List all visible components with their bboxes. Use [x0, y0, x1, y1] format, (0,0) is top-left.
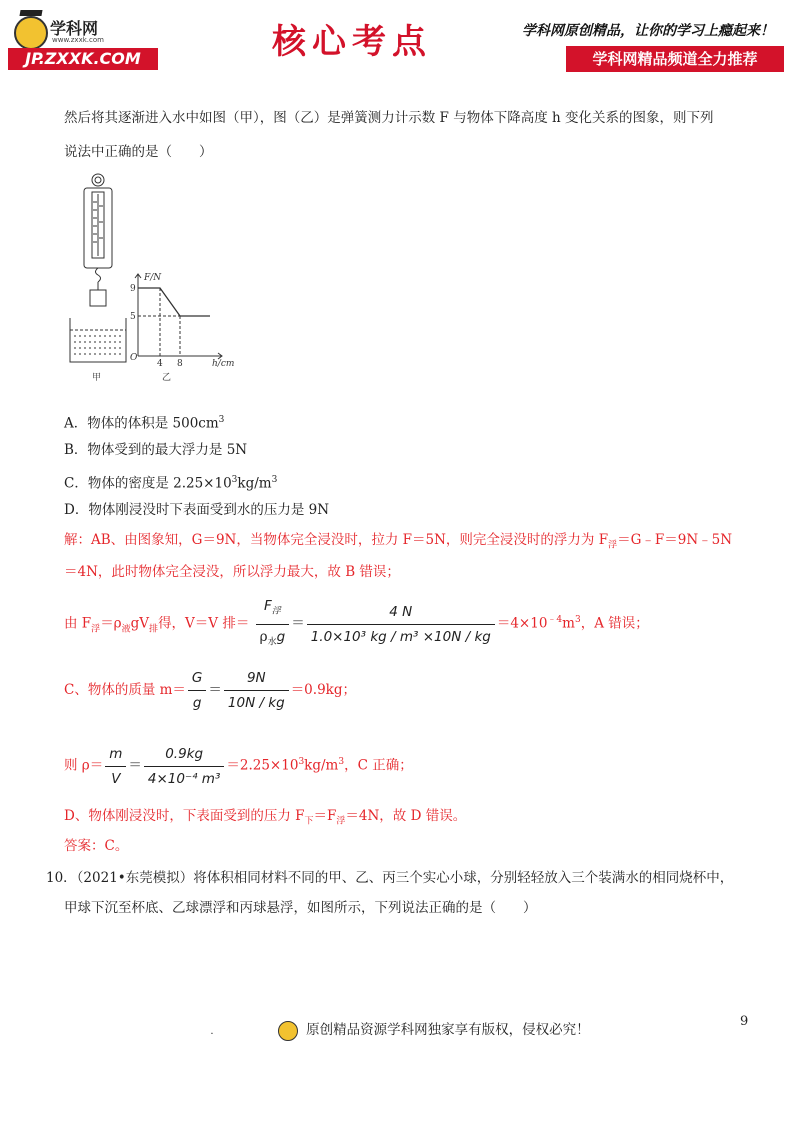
solution-line-2: ＝4N，此时物体完全浸没，所以浮力最大，故 B 错误； — [64, 564, 400, 580]
q10-line-1: 10．（2021•东莞模拟）将体积相同材料不同的甲、乙、丙三个实心小球，分别轻轻放入三个装满水的相同烧杯中， — [46, 870, 734, 886]
beaker-icon — [70, 318, 126, 362]
graph-x-tick-4: 4 — [157, 359, 163, 369]
q10-line-2: 甲球下沉至杯底、乙球漂浮和丙球悬浮，如图所示，下列说法正确的是（ ） — [64, 900, 537, 916]
header-title: 核心考点 — [272, 22, 432, 62]
fraction-mass-over-volume: $\frac{0.9kg}{\text{4×10⁻⁴ m³}}$ — [144, 744, 224, 789]
solution-mass-formula: C、物体的质量 m＝ $\frac{G}{g}$ ＝ $\frac{9N}{10N / kg}$ ＝0.9kg； — [64, 670, 356, 711]
footer: . 原创精品资源学科网独家享有版权，侵权必究！ — [0, 1018, 800, 1041]
question-line-1: 然后将其逐渐进入水中如图（甲），图（乙）是弹簧测力计示数 F 与物体下降高度 h 变化关系的图象，则下列 — [64, 110, 714, 126]
fraction-9n-over-g: $\frac{9N}{10N / kg}$ — [224, 668, 289, 713]
option-b: B．物体受到的最大浮力是 5N — [64, 442, 248, 458]
footer-copyright: 原创精品资源学科网独家享有版权，侵权必究！ — [306, 1022, 590, 1038]
solution-density-formula: 则 ρ＝ $\frac{m}{V}$ ＝ $\frac{0.9kg}{\text{4×10⁻⁴ m³}}$ $=2.25\times 10^3kg/m^3$，C 正确； — [64, 745, 413, 787]
mascot-icon — [14, 16, 48, 50]
option-c: C．物体的密度是 $2.25\times 10^3kg/m^3$ — [64, 475, 278, 492]
question-line-2: 说法中正确的是（ ） — [64, 144, 213, 160]
graph-x-tick-8: 8 — [177, 359, 183, 369]
fraction-4n-over-density: $\frac{4 N}{\text{1.0×10³ kg / m³ ×10N / kg}}$ — [307, 602, 495, 647]
question-figure — [64, 172, 254, 384]
page-number: 9 — [740, 1014, 749, 1029]
graph-y-label: F/N — [144, 273, 162, 283]
graph-origin: O — [130, 353, 138, 363]
site-logo — [8, 14, 158, 74]
solution-line-1: 解：AB、由图象知，G＝9N，当物体完全浸没时，拉力 F＝5N，则完全浸没时的浮力为 $F_浮=G﹣F=9N﹣5N$ — [64, 532, 733, 551]
option-a: A．物体的体积是 $500cm^3$ — [64, 415, 225, 432]
header-badge: 学科网精品频道全力推荐 — [566, 46, 784, 72]
graph-y-tick-9: 9 — [130, 284, 136, 294]
figure-label-jia: 甲 — [92, 373, 102, 383]
graph-y-tick-5: 5 — [130, 312, 136, 322]
graph-x-label: h/cm — [212, 359, 235, 369]
solution-line-d: D、物体刚浸没时，下表面受到的压力 $F_下=F_浮=4N$，故 D 错误。 — [64, 808, 467, 827]
fraction-g-over-g: $\frac{G}{g}$ — [188, 668, 206, 713]
logo-small-url: www.zxxk.com — [52, 36, 104, 44]
spring-scale-icon — [84, 174, 112, 306]
option-d: D．物体刚浸没时下表面受到水的压力是 9N — [64, 502, 330, 518]
figure-label-yi: 乙 — [162, 373, 172, 383]
force-height-graph — [135, 274, 222, 359]
answer: 答案：C。 — [64, 838, 129, 854]
logo-url-bar: JP.ZXXK.COM — [8, 48, 158, 70]
fraction-m-over-v: $\frac{m}{V}$ — [105, 744, 126, 789]
header-slogan: 学科网原创精品，让你的学习上瘾起来！ — [522, 23, 774, 39]
mascot-icon — [278, 1021, 298, 1041]
fraction-f-over-rho-g: $\frac{F_浮}{\rho_水g}$ — [256, 596, 290, 652]
solution-volume-formula: 由 $F_浮=\rho_液gV_排$得，V＝V 排＝ $\frac{F_浮}{\rho_水g}$ ＝ $\frac{4 N}{\text{1.0×10³ kg / m³ ×10N / kg}}$ $=4\times 10^{﹣4}m^3$，A 错误； — [64, 596, 649, 653]
logo-name: 学科网 — [50, 19, 99, 38]
